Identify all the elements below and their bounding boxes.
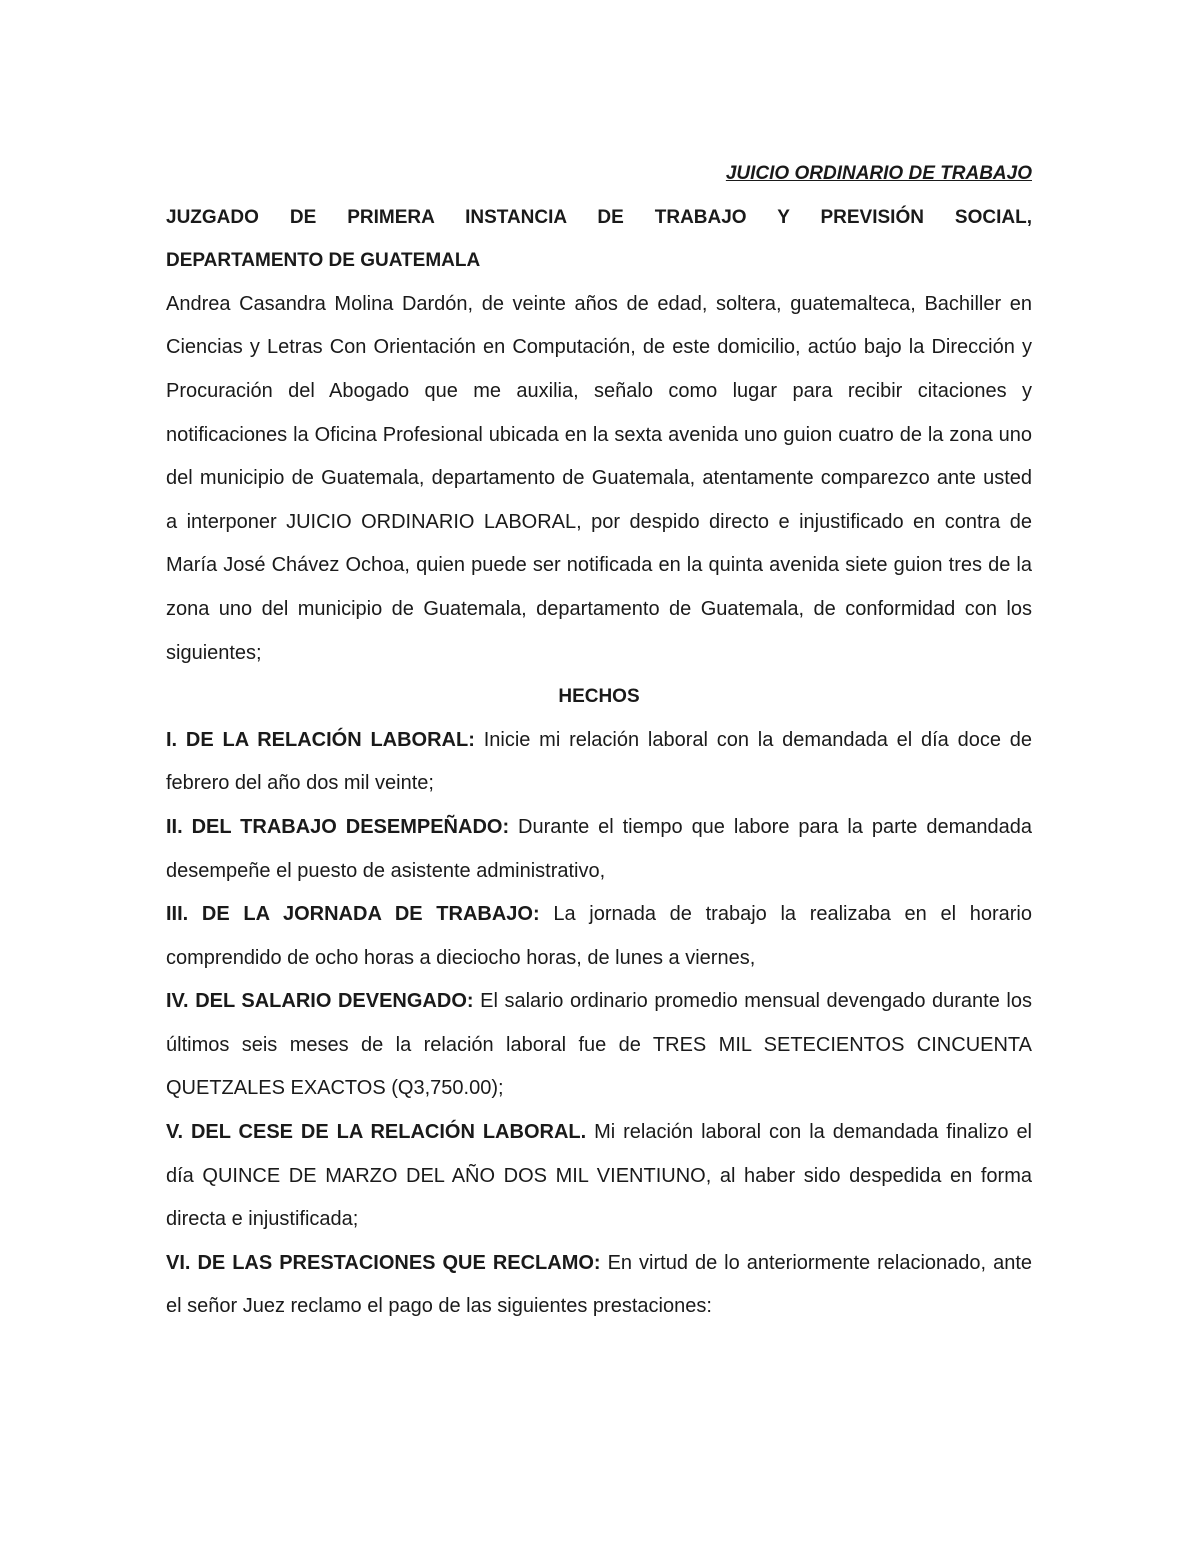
fact-item [166,980,1032,1111]
facts-heading: HECHOS [558,686,640,708]
fact-label: IV. DEL SALARIO DEVENGADO: [166,990,474,1013]
court-heading-line-2: DEPARTAMENTO DE GUATEMALA [166,250,481,272]
fact-text: La jornada de trabajo la realizaba en el horario comprendido de ocho horas a dieciocho horas, de lunes a viernes, [166,903,1032,969]
fact-label: III. DE LA JORNADA DE TRABAJO: [166,903,540,926]
fact-text: El salario ordinario promedio mensual devengado durante los últimos seis meses de la relación laboral fue de TRES MIL SETECIENTOS CINCUENTA QUETZALES EXACTOS (Q3,750.00); [166,990,1032,1100]
fact-item [166,1111,1032,1242]
fact-label: VI. DE LAS PRESTACIONES QUE RECLAMO: [166,1251,601,1274]
court-heading [166,196,1032,283]
fact-text: Inicie mi relación laboral con la demandada el día doce de febrero del año dos mil veinte; [166,728,1032,795]
fact-label: V. DEL CESE DE LA RELACIÓN LABORAL. [166,1121,587,1144]
fact-text: Mi relación laboral con la demandada finalizo el día QUINCE DE MARZO DEL AÑO DOS MIL VIENTIUNO, al haber sido despedida en forma directa e injustificada; [166,1121,1033,1231]
fact-item [166,719,1032,806]
fact-item [166,893,1032,980]
intro-paragraph: Andrea Casandra Molina Dardón, de veinte años de edad, soltera, guatemalteca, Bachiller en Ciencias y Letras Con Orientación en Computación, de este domicilio, actúo bajo la Dirección y Procuración del Abogado que me auxilia, señalo como lugar para recibir citaciones y notificaciones la Oficina Profesional ubicada en la sexta avenida uno guion cuatro de la zona uno del municipio de Guatemala, departamento de Guatemala, atentamente comparezco ante usted a interponer JUICIO ORDINARIO LABORAL, por despido directo e injustificado en contra de María José Chávez Ochoa, quien puede ser notificada en la quinta avenida siete guion tres de la zona uno del municipio de Guatemala, departamento de Guatemala, de conformidad con los siguientes; [166,292,1032,664]
fact-item [166,1242,1032,1329]
fact-text: En virtud de lo anteriormente relacionado, ante el señor Juez reclamo el pago de las siguientes prestaciones: [166,1251,1032,1318]
fact-label: I. DE LA RELACIÓN LABORAL: [166,728,475,751]
court-heading-line-1: JUZGADO DE PRIMERA INSTANCIA DE TRABAJO Y PREVISIÓN SOCIAL, [166,206,1032,228]
fact-label: II. DEL TRABAJO DESEMPEÑADO: [166,815,510,838]
fact-text: Durante el tiempo que labore para la parte demandada desempeñe el puesto de asistente administrativo, [166,815,1032,882]
document-body [166,152,1032,1329]
document-title: JUICIO ORDINARIO DE TRABAJO [725,163,1032,184]
fact-item [166,806,1032,893]
